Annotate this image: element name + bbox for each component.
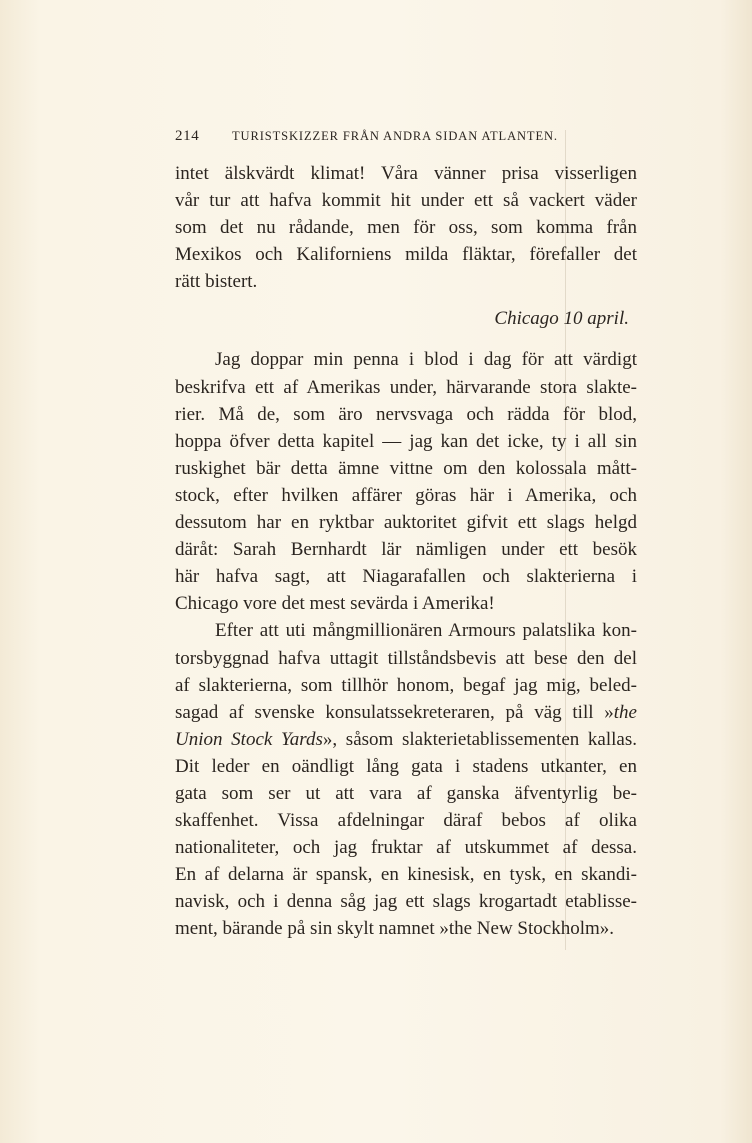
text-line [175,699,637,726]
text-line: beskrifva ett af Amerikas under, härvarande stora slakte- [175,376,637,398]
page-number: 214 [175,128,200,144]
text-line: navisk, och i denna såg jag ett slags krogartadt etablisse- [175,891,637,913]
text-line: däråt: Sarah Bernhardt lär nämligen under ett besök [175,539,637,561]
paragraph-2 [175,346,637,617]
text-line: dessutom har en ryktbar auktoritet gifvit ett slags helgd [175,512,637,534]
paragraph-3 [175,617,637,942]
text-line: En af delarna är spansk, en kinesisk, en tysk, en skandi- [175,864,637,886]
paragraph-1 [175,160,637,295]
text-line: nationaliteter, och jag fruktar af utskummet af dessa. [175,837,637,859]
text-line: skaffenhet. Vissa afdelningar däraf bebos af olika [175,810,637,832]
text-line: rätt bistert. [175,271,258,293]
text-line: som det nu rådande, men för oss, som komma från [175,217,637,239]
text-line: ruskighet bär detta ämne vittne om den kolossala mått- [175,457,637,479]
text-line: torsbyggnad hafva uttagit tillståndsbevis att bese den del [175,647,637,669]
text-line: rier. Må de, som äro nervsvaga och rädda för blod, [175,403,637,425]
text-line: Chicago vore det mest sevärda i Amerika! [175,593,495,615]
text-line: Jag doppar min penna i blod i dag för att värdigt [215,349,637,371]
text-line: stock, efter hvilken affärer göras här i Amerika, och [175,484,637,506]
text-line: här hafva sagt, att Niagarafallen och slakterierna i [175,566,637,588]
text-line: gata som ser ut att vara af ganska äfventyrlig be- [175,782,637,804]
text-line: Mexikos och Kaliforniens milda fläktar, förefaller det [175,244,637,266]
text-line: ment, bärande på sin skylt namnet »the New Stockholm». [175,918,615,940]
text-line: af slakterierna, som tillhör honom, begaf jag mig, beled- [175,674,637,696]
text-line: hoppa öfver detta kapitel — jag kan det icke, ty i all sin [175,430,637,452]
running-title: TURISTSKIZZER FRÅN ANDRA SIDAN ATLANTEN. [232,129,558,143]
text-run: », såsom slakterietablissementen kallas. [322,728,637,750]
text-run: sagad af svenske konsulatssekreteraren, på väg till » [175,701,614,723]
text-line: vår tur att hafva kommit hit under ett så vackert väder [175,190,637,212]
text-line: Dit leder en oändligt lång gata i stadens utkanter, en [175,755,637,777]
text-line: intet älskvärdt klimat! Våra vänner prisa visserligen [175,163,637,184]
text-line [175,726,637,753]
body-text [175,160,637,943]
italic-run: the [613,701,637,723]
dateline: Chicago 10 april. [494,308,629,330]
italic-run: Union Stock Yards [175,728,323,750]
text-line: Efter att uti mångmillionären Armours palatslika kon- [215,620,637,642]
